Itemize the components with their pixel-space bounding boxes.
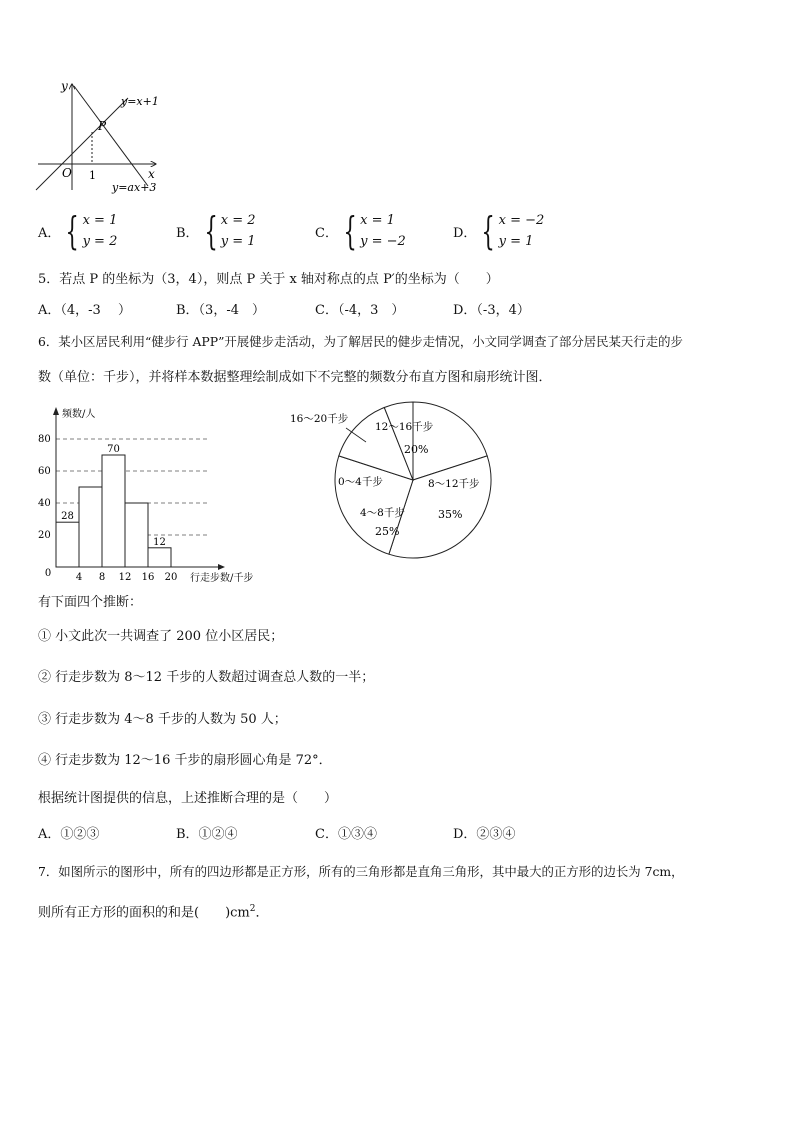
q5-option-d: D．（-3，4） [453, 303, 530, 318]
histogram-chart [34, 405, 270, 587]
option-label: A． [38, 225, 61, 241]
q6-stem-line1: 6．某小区居民利用“健步行 APP”开展健步走活动，为了解居民的健步走情况，小文同学调查了部分居民某天行走的步 [38, 334, 683, 349]
x-arrow-icon [218, 564, 225, 570]
q6-option-d: D．②③④ [453, 827, 516, 842]
line2-label: y=ax+3 [112, 181, 157, 194]
equation: y = 1 [220, 234, 256, 249]
x-axis-label: x [148, 167, 155, 181]
y-arrow-icon [53, 407, 59, 415]
histogram-bar [102, 455, 125, 567]
histogram-bar [125, 503, 148, 567]
bar-value-label: 70 [107, 444, 120, 455]
y-axis-label: y [61, 79, 68, 93]
x-tick-label: 12 [118, 572, 132, 583]
statement-4: ④ 行走步数为 12～16 千步的扇形圆心角是 72°． [38, 753, 332, 768]
bar-value-label: 12 [153, 536, 166, 548]
q4-option-b [176, 210, 256, 252]
superscript: 2 [249, 904, 256, 914]
q6-option-a: A．①②③ [38, 827, 100, 842]
equation: y = −2 [360, 234, 406, 249]
pie-pct-12-16: 20% [404, 443, 429, 456]
y-tick-label: 40 [38, 498, 51, 509]
x-tick-label: 8 [98, 572, 106, 583]
x-tick-label: 0 [44, 568, 52, 579]
origin-label: O [62, 166, 72, 180]
pie-label-8-12: 8～12千步 [428, 478, 480, 490]
pie-label-16-20: 16～20千步 [290, 413, 349, 425]
histogram-bar [56, 522, 79, 567]
brace-icon: { [481, 209, 496, 253]
brace-icon: { [343, 209, 357, 253]
pie-pct-8-12: 35% [438, 508, 463, 521]
equation: y = 2 [82, 234, 118, 249]
q4-option-c [315, 210, 406, 252]
equation: x = −2 [498, 213, 545, 228]
q6-question: 根据统计图提供的信息，上述推断合理的是（ ） [38, 791, 338, 806]
pie-label-0-4: 0～4千步 [338, 476, 383, 488]
pie-pct-4-8: 25% [375, 525, 400, 538]
y-tick-label: 20 [38, 530, 51, 541]
q5-option-b: B．（3，-4 ） [176, 303, 265, 318]
line1-label: y=x+1 [121, 95, 159, 108]
q5-option-a: A．（4，-3 ） [38, 303, 131, 318]
q6-option-b: B．①②④ [176, 827, 238, 842]
q7-line2 [38, 901, 269, 921]
equation: x = 1 [82, 213, 118, 228]
histogram-x-label: 行走步数/千步 [190, 573, 254, 584]
option-label: C． [315, 225, 338, 241]
histogram-bar [79, 487, 102, 567]
x-tick-label: 4 [75, 572, 83, 583]
q4-option-d [453, 210, 544, 252]
equation: x = 1 [360, 213, 395, 228]
brace-icon: { [204, 209, 218, 253]
q7-line1: 7．如图所示的图形中，所有的四边形都是正方形，所有的三角形都是直角三角形，其中最大的正方形的边长为 7cm， [38, 864, 684, 879]
tick-1-label: 1 [89, 169, 96, 182]
y-tick-label: 80 [38, 434, 51, 445]
pie-label-4-8: 4～8千步 [360, 507, 405, 519]
brace-icon: { [65, 209, 80, 253]
option-label: B． [176, 225, 199, 241]
q6-stem-line2: 数（单位：千步），并将样本数据整理绘制成如下不完整的频数分布直方图和扇形统计图． [38, 370, 552, 385]
linear-graph [30, 78, 170, 196]
q6-option-c: C．①③④ [315, 827, 377, 842]
q4-option-a [38, 210, 117, 252]
equation: y = 1 [498, 234, 534, 249]
statement-2: ② 行走步数为 8～12 千步的人数超过调查总人数的一半； [38, 670, 375, 685]
q5-option-c: C．（-4，3 ） [315, 303, 405, 318]
option-label: D． [453, 225, 477, 241]
q7-line2-text: 则所有正方形的面积的和是( )cm [38, 905, 250, 921]
pie-label-12-16: 12～16千步 [375, 421, 434, 433]
pie-chart [280, 400, 500, 565]
point-p-label: P [98, 119, 107, 133]
x-tick-label: 16 [141, 572, 155, 583]
x-tick-label: 20 [164, 572, 178, 583]
y-tick-label: 60 [38, 466, 51, 477]
q7-line2-end: ． [255, 905, 269, 921]
bar-value-label: 28 [61, 511, 74, 523]
q6-intro: 有下面四个推断： [38, 595, 143, 610]
equation: x = 2 [220, 213, 256, 228]
statement-3: ③ 行走步数为 4～8 千步的人数为 50 人； [38, 712, 287, 727]
histogram-bar [148, 548, 171, 567]
histogram-y-label: 频数/人 [62, 409, 96, 420]
line-y-x-plus-1 [36, 98, 128, 190]
q5-stem: 5．若点 P 的坐标为（3，4），则点 P 关于 x 轴对称点的点 P′的坐标为（ ） [38, 272, 499, 287]
statement-1: ① 小文此次一共调查了 200 位小区居民； [38, 629, 284, 644]
